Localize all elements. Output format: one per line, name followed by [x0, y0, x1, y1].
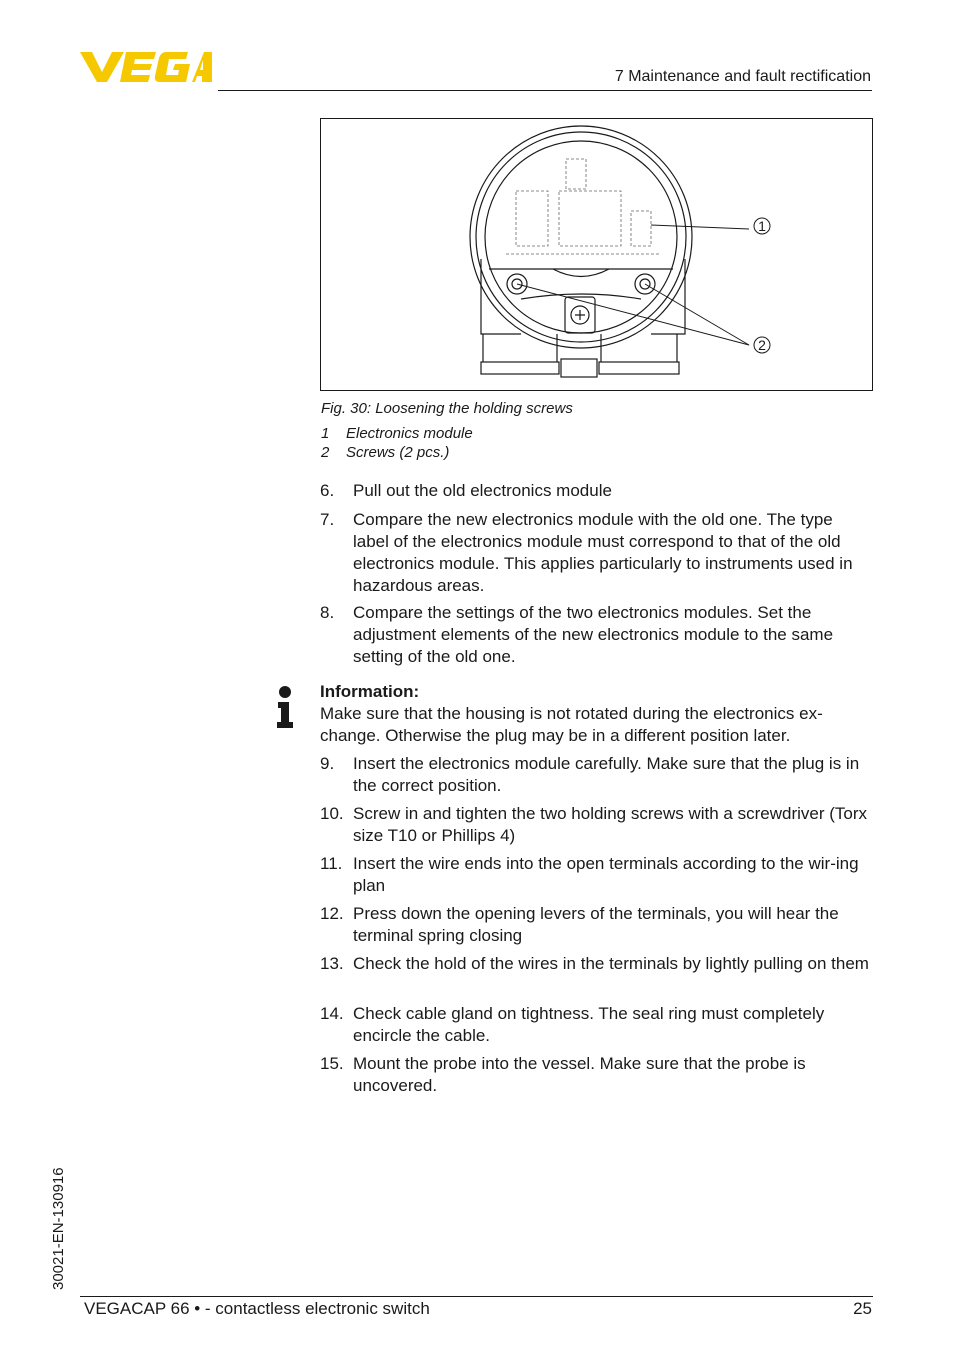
step-text: Pull out the old electronics module — [353, 481, 612, 500]
figure-frame — [320, 118, 873, 391]
vega-logo — [80, 50, 212, 84]
legend-number: 1 — [321, 425, 330, 442]
electronics-module-diagram — [321, 119, 874, 392]
step-number: 13. — [320, 954, 344, 973]
legend-text: Electronics module — [346, 425, 473, 442]
info-title: Information: — [320, 682, 420, 701]
legend-item — [321, 425, 473, 442]
step-number: 14. — [320, 1004, 344, 1023]
step-item — [320, 853, 872, 897]
step-text: Screw in and tighten the two holding screws with a screwdriver (Torx size T10 or Phillips 4) — [353, 804, 867, 845]
step-number: 10. — [320, 804, 344, 823]
step-text: Check cable gland on tightness. The seal ring must completely encircle the cable. — [353, 1004, 825, 1045]
page-number: 25 — [853, 1299, 872, 1318]
step-text: Press down the opening levers of the terminals, you will hear the terminal spring closing — [353, 904, 839, 945]
legend-text: Screws (2 pcs.) — [346, 444, 450, 461]
step-text: Check the hold of the wires in the terminals by lightly pulling on them — [353, 954, 869, 973]
header-rule — [218, 90, 872, 91]
step-number: 7. — [320, 510, 335, 529]
info-text: Make sure that the housing is not rotated during the electronics ex-change. Otherwise the plug may be in a different position later. — [320, 704, 823, 745]
step-item — [320, 803, 872, 847]
footer-rule — [80, 1296, 873, 1297]
callout-1: 1 — [758, 218, 766, 234]
step-item — [320, 509, 872, 597]
step-item — [320, 1053, 872, 1097]
step-text: Insert the electronics module carefully. Make sure that the plug is in the correct position. — [353, 754, 860, 795]
step-item — [320, 1003, 872, 1047]
step-number: 12. — [320, 904, 344, 923]
step-number: 15. — [320, 1054, 344, 1073]
figure-caption: Fig. 30: Loosening the holding screws — [321, 400, 573, 417]
footer-product-name: VEGACAP 66 • - contactless electronic switch — [84, 1299, 430, 1318]
legend-item — [321, 444, 449, 461]
step-item — [320, 953, 872, 975]
step-item — [320, 753, 872, 797]
document-id: 30021-EN-130916 — [50, 1167, 67, 1290]
step-number: 6. — [320, 481, 335, 500]
step-item — [320, 602, 872, 668]
step-number: 9. — [320, 754, 335, 773]
step-item — [320, 480, 872, 502]
info-icon — [275, 686, 295, 728]
callout-2: 2 — [758, 337, 766, 353]
step-text: Mount the probe into the vessel. Make sure that the probe is uncovered. — [353, 1054, 806, 1095]
step-text: Compare the new electronics module with the old one. The type label of the electronics module must correspond to that of the old electronics module. This applies particularly to instruments used in hazardous areas. — [353, 510, 853, 595]
info-note — [320, 681, 872, 747]
section-title: 7 Maintenance and fault rectification — [614, 68, 871, 85]
legend-number: 2 — [321, 444, 330, 461]
step-item — [320, 903, 872, 947]
step-text: Insert the wire ends into the open terminals according to the wir-ing plan — [353, 854, 859, 895]
step-text: Compare the settings of the two electronics modules. Set the adjustment elements of the new electronics module to the same setting of the old one. — [353, 603, 834, 666]
step-number: 8. — [320, 603, 335, 622]
step-number: 11. — [320, 854, 343, 873]
